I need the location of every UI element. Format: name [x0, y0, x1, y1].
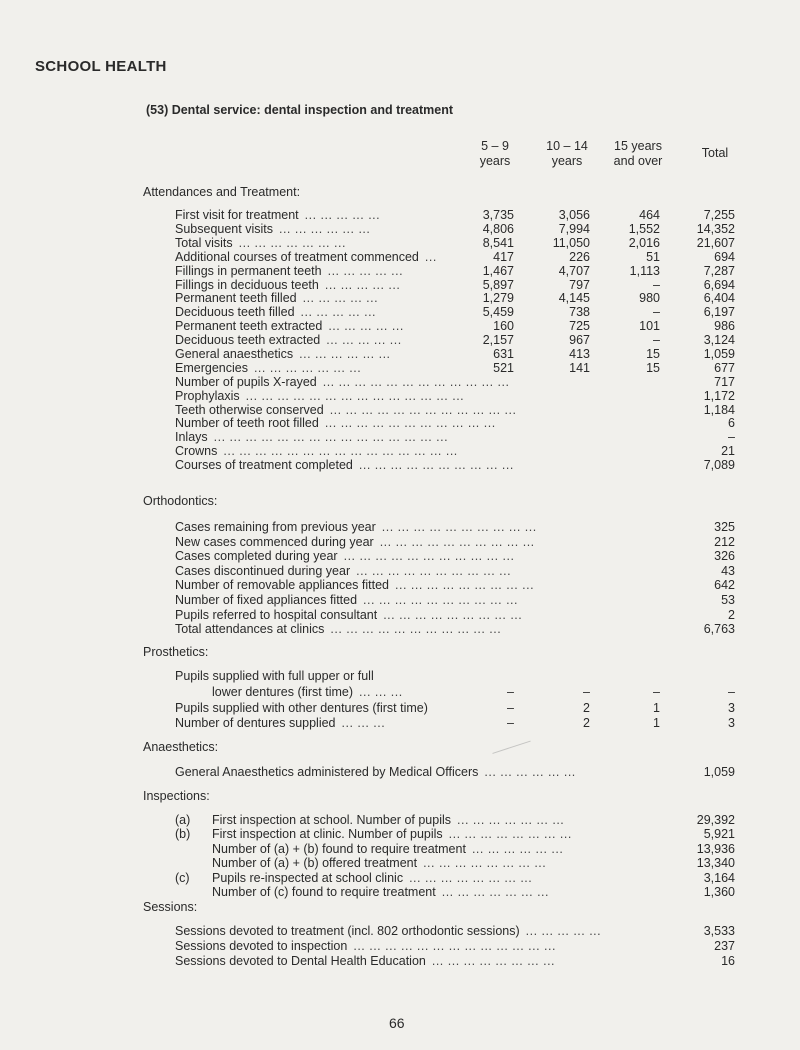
- section-attendances: Attendances and Treatment:: [143, 185, 301, 199]
- cell-value: 980: [639, 291, 660, 305]
- leader-dots: ... ... ... ... ... ...: [484, 765, 576, 779]
- leader-dots: ... ... ... ... ...: [525, 924, 602, 938]
- leader-dots: ... ... ... ... ... ... ... ...: [448, 827, 572, 841]
- leader-dots: ... ... ... ... ...: [328, 319, 404, 333]
- row-label: Number of removable appliances fitted: [175, 578, 390, 592]
- leader-dots: ... ... ...: [341, 716, 386, 730]
- leader-dots: ... ... ... ... ... ... ... ... ... ...: [358, 458, 514, 472]
- leader-dots: ... ... ... ... ... ... ... ... ... ...: [379, 535, 535, 549]
- cell-value: 967: [569, 333, 590, 347]
- leader-dots: ... ... ... ... ... ... ... ... ... ... ... ... ...: [353, 939, 556, 953]
- cell-value: 3,735: [482, 208, 514, 222]
- row-label: Teeth otherwise conserved: [175, 403, 324, 417]
- leader-dots: ... ... ... ... ... ... ... ... ...: [383, 608, 523, 622]
- leader-dots: ...: [424, 250, 437, 264]
- cell-value: 3: [728, 701, 735, 715]
- row-label: Sessions devoted to treatment (incl. 802 orthodontic sessions): [175, 924, 520, 938]
- leader-dots: ... ... ... ... ...: [326, 333, 402, 347]
- cell-value: 5,897: [482, 278, 514, 292]
- table-row: [0, 855, 800, 871]
- cell-value: 1: [653, 716, 660, 730]
- cell-value: 725: [569, 319, 590, 333]
- section-orthodontics: Orthodontics:: [143, 494, 218, 508]
- row-label: Fillings in deciduous teeth: [175, 278, 319, 292]
- cell-value: 141: [569, 361, 590, 375]
- table-row: [0, 577, 800, 593]
- row-prefix: (b): [175, 827, 191, 841]
- row-label: Number of fixed appliances fitted: [175, 593, 358, 607]
- row-prefix: (a): [175, 813, 191, 827]
- cell-value: 6,197: [703, 305, 735, 319]
- leader-dots: ... ... ... ... ...: [304, 208, 381, 222]
- cell-value: 15: [646, 347, 660, 361]
- column-header-total-line1: Total: [701, 146, 729, 160]
- cell-total: 1,184: [703, 403, 735, 417]
- column-header-5-9-line1: 5 – 9: [481, 139, 509, 153]
- cell-value: 5,459: [482, 305, 514, 319]
- cell-value: 4,145: [558, 291, 590, 305]
- cell-value: 738: [569, 305, 590, 319]
- leader-dots: ... ... ...: [359, 685, 403, 699]
- leader-dots: ... ... ... ... ... ... ... ... ... ...: [363, 593, 518, 607]
- column-header-10-14: [532, 139, 602, 169]
- cell-total: 1,059: [703, 765, 735, 779]
- leader-dots: ... ... ... ... ... ...: [278, 222, 371, 236]
- table-row: [0, 923, 800, 939]
- leader-dots: ... ... ... ... ...: [300, 305, 377, 319]
- row-label: Courses of treatment completed: [175, 458, 353, 472]
- cell-total: 29,392: [696, 813, 735, 827]
- row-label: Permanent teeth extracted: [175, 319, 323, 333]
- leader-dots: ... ... ... ... ... ... ... ...: [431, 954, 556, 968]
- cell-value: 1,113: [629, 264, 660, 278]
- column-header-total: [680, 146, 750, 161]
- section-anaesthetics: Anaesthetics:: [143, 740, 219, 754]
- cell-total: 53: [721, 593, 735, 607]
- leader-dots: ... ... ... ... ... ... ... ... ... ... ... ... ... ... ...: [213, 430, 449, 444]
- cell-value: 3: [728, 716, 735, 730]
- cell-value: 2,157: [482, 333, 514, 347]
- cell-total: 6: [728, 416, 735, 430]
- row-label: Additional courses of treatment commenced: [175, 250, 419, 264]
- cell-total: 43: [721, 564, 735, 578]
- row-label: General Anaesthetics administered by Medical Officers: [175, 765, 479, 779]
- cell-value: 51: [646, 250, 660, 264]
- row-label: Number of dentures supplied: [175, 716, 336, 730]
- cell-value: 677: [714, 361, 735, 375]
- cell-value: 11,050: [552, 236, 590, 250]
- leader-dots: ... ... ... ... ... ... ... ... ...: [395, 578, 535, 592]
- row-label: Total attendances at clinics: [175, 622, 325, 636]
- table-row: [0, 457, 800, 473]
- row-label: Number of teeth root filled: [175, 416, 319, 430]
- cell-value: 1: [653, 701, 660, 715]
- leader-dots: ... ... ... ... ... ... ... ... ... ... ... ... ... ... ...: [223, 444, 458, 458]
- cell-total: 5,921: [703, 827, 735, 841]
- cell-value: 7,994: [558, 222, 590, 236]
- leader-dots: ... ... ... ... ...: [302, 291, 379, 305]
- leader-dots: ... ... ... ... ...: [327, 264, 404, 278]
- cell-value: 226: [569, 250, 590, 264]
- leader-dots: ... ... ... ... ...: [324, 278, 401, 292]
- leader-dots: ... ... ... ... ... ... ... ... ... ... ... ...: [322, 375, 510, 389]
- page-header: SCHOOL HEALTH: [35, 58, 167, 75]
- cell-value: 986: [714, 319, 735, 333]
- leader-dots: ... ... ... ... ... ... ... ... ... ... ... ... ... ...: [245, 389, 465, 403]
- cell-value: 1,059: [703, 347, 735, 361]
- column-header-15-over-line1: 15 years: [614, 139, 662, 153]
- cell-value: 2: [583, 716, 590, 730]
- row-label: Deciduous teeth extracted: [175, 333, 321, 347]
- cell-total: –: [728, 430, 735, 444]
- cell-total: 642: [714, 578, 735, 592]
- table-row: [0, 764, 800, 780]
- table-row: [0, 668, 800, 684]
- cell-total: 2: [728, 608, 735, 622]
- cell-total: 326: [714, 549, 735, 563]
- section-prosthetics: Prosthetics:: [143, 645, 209, 659]
- section-inspections: Inspections:: [143, 789, 210, 803]
- cell-value: 1,467: [482, 264, 514, 278]
- cell-total: 212: [714, 535, 735, 549]
- cell-value: 413: [569, 347, 590, 361]
- leader-dots: ... ... ... ... ... ... ...: [457, 813, 565, 827]
- row-label: Subsequent visits: [175, 222, 273, 236]
- row-label: Sessions devoted to inspection: [175, 939, 348, 953]
- cell-value: 1,279: [482, 291, 514, 305]
- table-row: [0, 700, 800, 716]
- row-label: Inlays: [175, 430, 208, 444]
- leader-dots: ... ... ... ... ... ... ... ...: [423, 856, 547, 870]
- leader-dots: ... ... ... ... ... ... ... ... ... ... ... ...: [329, 403, 517, 417]
- cell-value: 15: [646, 361, 660, 375]
- cell-value: –: [583, 685, 590, 699]
- cell-value: –: [653, 333, 660, 347]
- cell-value: 6,694: [703, 278, 735, 292]
- leader-dots: ... ... ... ... ... ...: [299, 347, 391, 361]
- table-row: [0, 684, 800, 700]
- table-row: [0, 884, 800, 900]
- row-label: Sessions devoted to Dental Health Education: [175, 954, 426, 968]
- cell-total: 325: [714, 520, 735, 534]
- leader-dots: ... ... ... ... ... ... ... ... ... ... ...: [324, 416, 496, 430]
- cell-value: 14,352: [696, 222, 735, 236]
- row-label: Permanent teeth filled: [175, 291, 297, 305]
- cell-value: 3,124: [703, 333, 735, 347]
- cell-total: 3,164: [703, 871, 735, 885]
- cell-value: 7,255: [703, 208, 735, 222]
- page-number: 66: [389, 1015, 405, 1031]
- cell-value: 521: [493, 361, 514, 375]
- table-row: [0, 592, 800, 608]
- column-header-15-over: [603, 139, 673, 169]
- row-label: Prophylaxis: [175, 389, 240, 403]
- cell-value: 7,287: [703, 264, 735, 278]
- cell-total: 3,533: [703, 924, 735, 938]
- row-label: Pupils supplied with full upper or full: [175, 669, 374, 683]
- row-label: General anaesthetics: [175, 347, 294, 361]
- row-label: Pupils re-inspected at school clinic: [212, 871, 404, 885]
- cell-value: 4,806: [482, 222, 514, 236]
- row-label: Deciduous teeth filled: [175, 305, 295, 319]
- row-label: Number of (a) + (b) found to require treatment: [212, 842, 466, 856]
- row-label: Number of pupils X-rayed: [175, 375, 317, 389]
- cell-total: 1,172: [703, 389, 735, 403]
- cell-value: 2: [583, 701, 590, 715]
- cell-value: 2,016: [628, 236, 660, 250]
- cell-total: 13,340: [696, 856, 735, 870]
- table-row: [0, 938, 800, 954]
- leader-dots: ... ... ... ... ... ... ...: [238, 236, 346, 250]
- cell-value: 4,707: [558, 264, 590, 278]
- column-header-10-14-line2: years: [551, 154, 583, 168]
- row-label: Fillings in permanent teeth: [175, 264, 322, 278]
- cell-value: 3,056: [558, 208, 590, 222]
- cell-value: 464: [639, 208, 660, 222]
- table-row: [0, 548, 800, 564]
- cell-value: –: [507, 685, 514, 699]
- cell-value: 1,552: [628, 222, 660, 236]
- cell-total: 1,360: [703, 885, 735, 899]
- cell-total: 21: [721, 444, 735, 458]
- column-header-5-9: [465, 139, 525, 169]
- column-header-10-14-line1: 10 – 14: [546, 139, 588, 153]
- row-label: Cases completed during year: [175, 549, 338, 563]
- column-header-5-9-line2: years: [479, 154, 511, 168]
- cell-value: 101: [639, 319, 660, 333]
- cell-value: –: [728, 685, 735, 699]
- leader-dots: ... ... ... ... ... ... ... ...: [409, 871, 533, 885]
- cell-value: –: [653, 685, 660, 699]
- cell-value: –: [653, 305, 660, 319]
- row-label: Cases discontinued during year: [175, 564, 351, 578]
- cell-value: 8,541: [482, 236, 514, 250]
- table-row: [0, 519, 800, 535]
- table-row: [0, 715, 800, 731]
- row-label: Number of (a) + (b) offered treatment: [212, 856, 418, 870]
- leader-dots: ... ... ... ... ... ... ... ... ... ...: [381, 520, 537, 534]
- row-label: lower dentures (first time): [212, 685, 354, 699]
- table-row: [0, 621, 800, 637]
- leader-dots: ... ... ... ... ... ... ... ... ... ...: [356, 564, 512, 578]
- table-title: (53) Dental service: dental inspection and treatment: [146, 103, 454, 117]
- cell-value: 694: [714, 250, 735, 264]
- leader-dots: ... ... ... ... ... ... ...: [441, 885, 549, 899]
- row-label: Crowns: [175, 444, 218, 458]
- cell-total: 237: [714, 939, 735, 953]
- row-label: Pupils supplied with other dentures (first time): [175, 701, 428, 715]
- cell-value: –: [653, 278, 660, 292]
- cell-value: 21,607: [696, 236, 735, 250]
- row-label: Pupils referred to hospital consultant: [175, 608, 378, 622]
- cell-total: 7,089: [703, 458, 735, 472]
- row-label: Emergencies: [175, 361, 248, 375]
- cell-value: 417: [493, 250, 514, 264]
- table-row: [0, 826, 800, 842]
- cell-total: 16: [721, 954, 735, 968]
- cell-value: 6,404: [703, 291, 735, 305]
- section-sessions: Sessions:: [143, 900, 198, 914]
- cell-value: 797: [569, 278, 590, 292]
- leader-dots: ... ... ... ... ... ... ...: [253, 361, 362, 375]
- row-label: Total visits: [175, 236, 233, 250]
- leader-dots: ... ... ... ... ... ...: [471, 842, 564, 856]
- cell-total: 6,763: [703, 622, 735, 636]
- leader-dots: ... ... ... ... ... ... ... ... ... ... ...: [343, 549, 515, 563]
- row-label: First inspection at school. Number of pupils: [212, 813, 451, 827]
- cell-value: –: [507, 716, 514, 730]
- table-row: [0, 953, 800, 969]
- row-label: First visit for treatment: [175, 208, 299, 222]
- column-header-15-over-line2: and over: [613, 154, 663, 168]
- row-label: First inspection at clinic. Number of pupils: [212, 827, 443, 841]
- cell-total: 13,936: [696, 842, 735, 856]
- cell-value: 160: [493, 319, 514, 333]
- row-label: Cases remaining from previous year: [175, 520, 376, 534]
- leader-dots: ... ... ... ... ... ... ... ... ... ... ...: [330, 622, 502, 636]
- cell-total: 717: [714, 375, 735, 389]
- print-smudge: [489, 731, 530, 754]
- cell-value: –: [507, 701, 514, 715]
- cell-value: 631: [493, 347, 514, 361]
- row-label: New cases commenced during year: [175, 535, 374, 549]
- row-label: Number of (c) found to require treatment: [212, 885, 436, 899]
- row-prefix: (c): [175, 871, 190, 885]
